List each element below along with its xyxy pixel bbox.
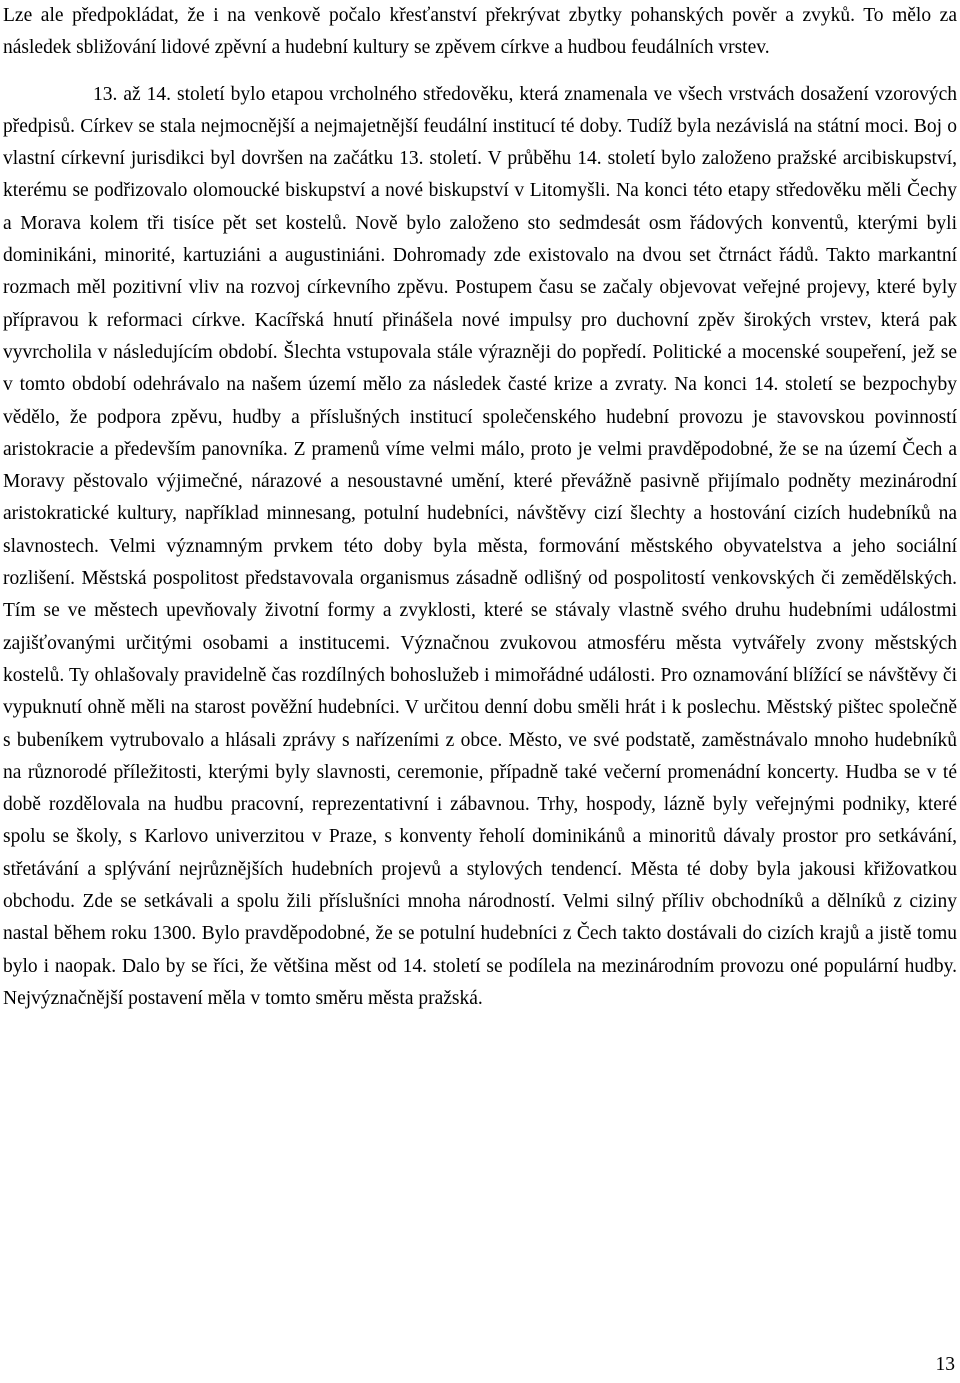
page-number: 13: [935, 1354, 955, 1375]
paragraph-1: Lze ale předpokládat, že i na venkově počalo křesťanství překrývat zbytky pohanských pověr a zvyků. To mělo za následek sbližování lidové zpěvní a hudební kultury se zpěvem církve a hudbou feudálních vrstev.: [3, 5, 957, 59]
paragraph-2: 13. až 14. století bylo etapou vrcholného středověku, která znamenala ve všech vrstvách dosažení vzorových předpisů. Církev se stala nejmocnější a nejmajetnější feudální institucí té doby. Tudíž byla nezávislá na státní moci. Boj o vlastní církevní jurisdikci byl dovršen na začátku 13. století. V průběhu 14. století bylo založeno pražské arcibiskupství, kterému se podřizovalo olomoucké biskupství a nové biskupství v Litomyšli. Na konci této etapy středověku měli Čechy a Morava kolem tři tisíce pět set kostelů. Nově bylo založeno sto sedmdesát osm řádových konventů, kterými byli dominikáni, minorité, kartuziáni a augustiniáni. Dohromady zde existovalo na dvou set čtrnáct řádů. Takto markantní rozmach měl pozitivní vliv na rozvoj církevního zpěvu. Postupem času se začaly objevovat veřejné projevy, které byly přípravou k reformaci církve. Kacířská hnutí přinášela nové impulsy pro duchovní zpěv širokých vrstev, která pak vyvrcholila v následujícím období. Šlechta vstupovala stále výrazněji do popředí. Politické a mocenské soupeření, jež se v tomto období odehrávalo na našem území mělo za následek časté krize a zvraty. Na konci 14. století se bezpochyby vědělo, že podpora zpěvu, hudby a příslušných institucí společenského hudební provozu je stavovskou povinností aristokracie a především panovníka. Z pramenů víme velmi málo, proto je velmi pravděpodobné, že se na území Čech a Moravy pěstovalo výjimečné, nárazové a nesoustavné umění, které převážně pasivně přijímalo podněty mezinárodní aristokratické kultury, například minnesang, potulní hudebníci, návštěvy cizí šlechty a hostování cizích hudebníků na slavnostech. Velmi významným prvkem této doby byla města, formování městského obyvatelstva a jeho sociální rozlišení. Městská pospolitost představovala organismus zásadně odlišný od pospolitostí venkovských či zemědělských. Tím se ve městech upevňovaly životní formy a zvyklosti, které se stávaly vlastně svého druhu hudebními událostmi zajišťovanými určitými osobami a institucemi. Význačnou zvukovou atmosféru města vytvářely zvony městských kostelů. Ty ohlašovaly pravidelně čas rozdílných bohoslužeb i mimořádné události. Pro oznamování blížící se návštěvy či vypuknutí ohně měli na starost pověžní hudebníci. V určitou denní dobu směli hrát i k poslechu. Městský pištec společně s bubeníkem vytrubovalo a hlásali zprávy s nařízeními z obce. Město, ve své podstatě, zaměstnávalo mnoho hudebníků na různorodé příležitosti, kterými byly slavnosti, ceremonie, případně také večerní promenádní koncerty. Hudba se v té době rozdělovala na hudbu pracovní, reprezentativní i zábavnou. Trhy, hospody, lázně byly veřejnými podniky, které spolu se školy, s Karlovo univerzitou v Praze, s konventy řeholí dominikánů a minoritů dávaly prostor pro setkávání, střetávání a splývání nejrůznějších hudebních projevů a stylových tendencí. Města té doby byla jakousi křižovatkou obchodu. Zde se setkávali a spolu žili příslušníci mnoha národností. Velmi silný příliv obchodníků a dělníků z ciziny nastal během roku 1300. Bylo pravděpodobné, že se potulní hudebníci z Čech takto dostávali do cizích krajů a jistě tomu bylo i naopak. Dalo by se říci, že většina měst od 14. století se podílela na mezinárodním provozu oné populární hudby. Nejvýznačnější postavení měla v tomto směru města pražská.: [3, 83, 957, 1009]
body-text: [3, 0, 957, 1015]
